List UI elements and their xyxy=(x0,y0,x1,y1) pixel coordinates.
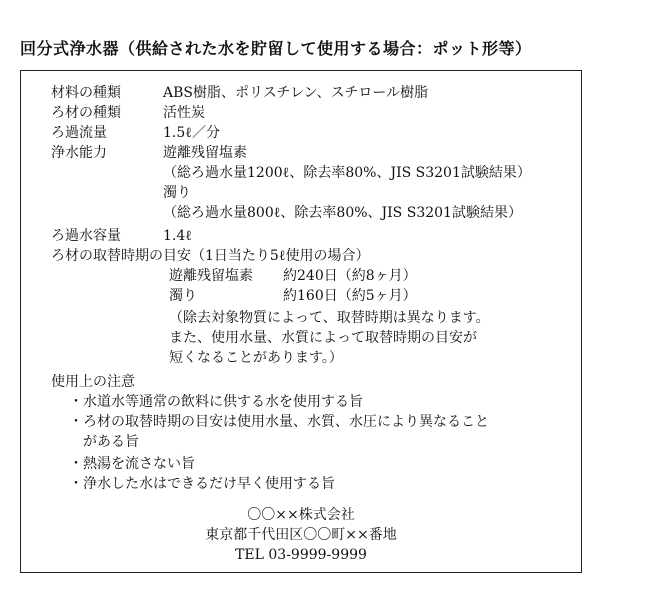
replace-note-1: （除去対象物質によって、取替時期は異なります。 xyxy=(169,310,490,326)
caution-label: 使用上の注意 xyxy=(51,374,135,390)
material-type-value: ABS樹脂、ポリスチレン、スチロール樹脂 xyxy=(163,85,429,101)
page-title: 回分式浄水器（供給された水を貯留して使用する場合：ポット形等） xyxy=(20,39,532,58)
replace-note-2: また、使用水量、水質によって取替時期の目安が xyxy=(169,330,477,346)
material-type-label: 材料の種類 xyxy=(51,85,121,101)
replace-chlorine-name: 遊離残留塩素 xyxy=(169,268,253,284)
replace-turbidity-name: 濁り xyxy=(169,288,197,304)
ability-turbidity: 濁り xyxy=(163,185,191,201)
company-address: 東京都千代田区〇〇町××番地 xyxy=(205,527,397,543)
replace-note-3: 短くなることがあります。） xyxy=(169,350,343,366)
replace-turbidity-value: 約160日（約5ヶ月） xyxy=(283,288,417,304)
capacity-value: 1.4ℓ xyxy=(163,228,192,244)
flow-label: ろ過流量 xyxy=(51,125,107,141)
ability-label: 浄水能力 xyxy=(51,145,107,161)
ability-chlorine: 遊離残留塩素 xyxy=(163,145,247,161)
flow-value: 1.5ℓ／分 xyxy=(163,125,220,141)
caution-item: ・水道水等通常の飲料に供する水を使用する旨 xyxy=(69,394,363,410)
ability-chlorine-detail: （総ろ過水量1200ℓ、除去率80%、JIS S3201試験結果） xyxy=(163,165,531,181)
filter-type-value: 活性炭 xyxy=(163,105,205,121)
filter-type-label: ろ材の種類 xyxy=(51,105,121,121)
ability-turbidity-detail: （総ろ過水量800ℓ、除去率80%、JIS S3201試験結果） xyxy=(163,205,522,221)
replace-chlorine-value: 約240日（約8ヶ月） xyxy=(283,268,417,284)
capacity-label: ろ過水容量 xyxy=(51,228,121,244)
caution-item: ・熱湯を流さない旨 xyxy=(69,456,195,472)
caution-item-continued: がある旨 xyxy=(83,434,139,450)
company-name: 〇〇××株式会社 xyxy=(247,507,355,523)
caution-item: ・浄水した水はできるだけ早く使用する旨 xyxy=(69,476,335,492)
label-frame xyxy=(20,70,582,573)
caution-item: ・ろ材の取替時期の目安は使用水量、水質、水圧により異なること xyxy=(69,414,489,430)
replace-label: ろ材の取替時期の目安（1日当たり5ℓ使用の場合） xyxy=(51,248,370,264)
company-tel: TEL 03-9999-9999 xyxy=(235,547,367,563)
